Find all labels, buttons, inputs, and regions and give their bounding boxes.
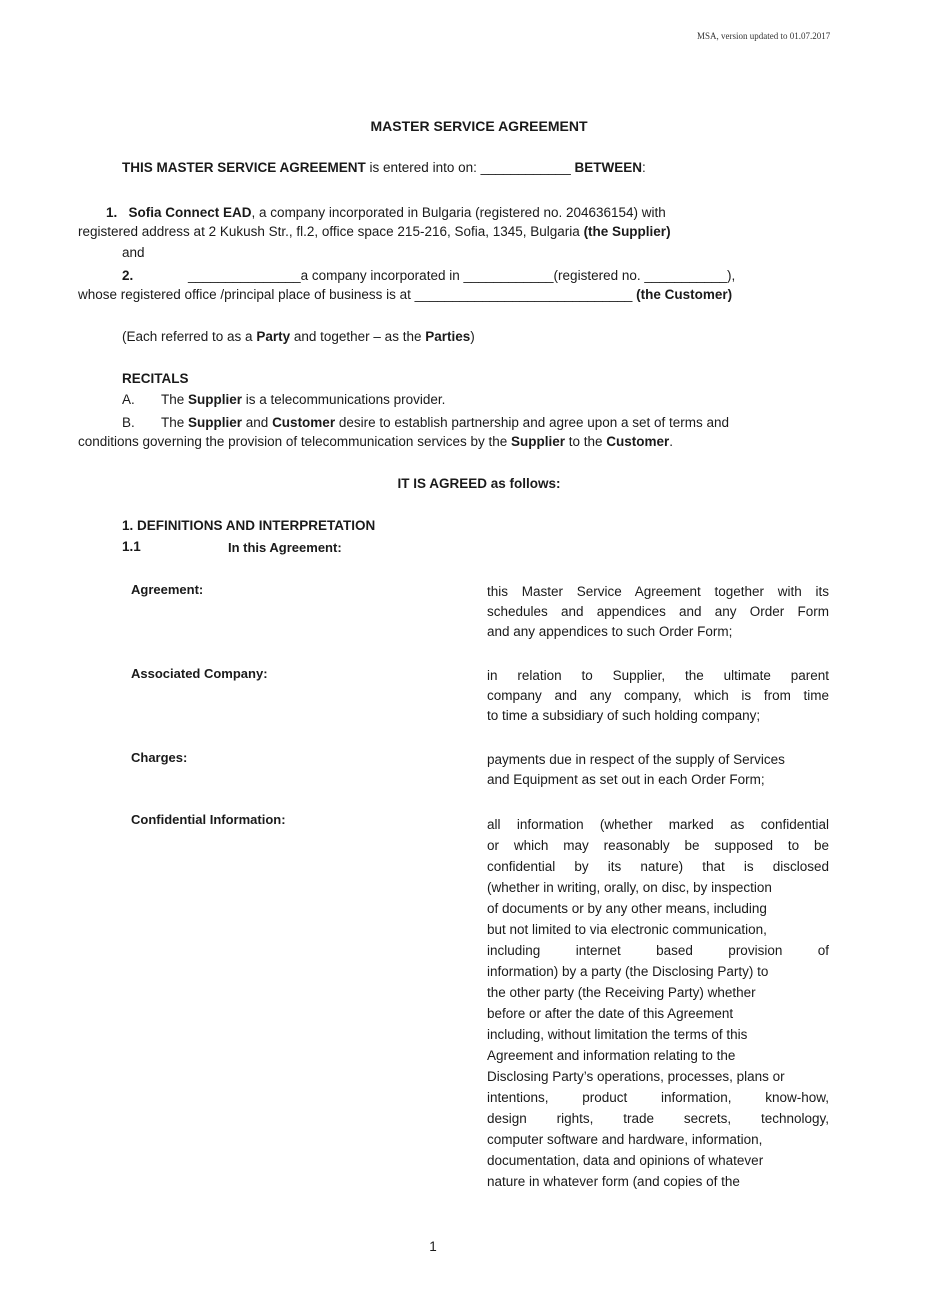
party1-line1-rest: , a company incorporated in Bulgaria (registered no. 204636154) with: [251, 205, 666, 220]
parties-note: [122, 329, 475, 344]
def-line: confidential by its nature) that is disclosed: [487, 859, 829, 874]
def-line: company and any company, which is from time: [487, 688, 829, 703]
parties-note-parties: Parties: [425, 329, 471, 344]
party1-number: 1.: [106, 205, 118, 220]
def-line: computer software and hardware, information,: [487, 1132, 763, 1147]
recital-b2-post: .: [669, 434, 674, 449]
def-line: (whether in writing, orally, on disc, by inspection: [487, 880, 772, 895]
party2-line1: _______________a company incorporated in ____________(registered no. ___________),: [188, 268, 736, 283]
recital-b2-supplier: Supplier: [510, 434, 565, 449]
def-line: Disclosing Party’s operations, processes, plans or: [487, 1069, 785, 1084]
party1-name: Sofia Connect EAD: [128, 205, 252, 220]
party1-line1: [106, 205, 666, 220]
party1-address: registered address at 2 Kukush Str., fl.2, office space 215-216, Sofia, 1345, Bulgaria: [78, 224, 584, 239]
parties-note-mid: and together – as the: [290, 329, 426, 344]
def-line: design rights, trade secrets, technology,: [487, 1111, 829, 1126]
recital-b-line2: [78, 434, 673, 449]
recital-b-pre: The: [161, 415, 189, 430]
recital-b2-mid: to the: [565, 434, 607, 449]
agreed-line: [0, 476, 930, 491]
recitals-heading: RECITALS: [122, 371, 189, 386]
def-body-confidential-information: [487, 814, 829, 1192]
def-line: including, without limitation the terms of this: [487, 1027, 748, 1042]
document-title: MASTER SERVICE AGREEMENT: [370, 118, 588, 134]
def-line: before or after the date of this Agreement: [487, 1006, 734, 1021]
recital-a-supplier: Supplier: [188, 392, 243, 407]
def-term-associated-company: Associated Company:: [131, 666, 268, 681]
party1-line2: [78, 224, 671, 239]
def-line: of documents or by any other means, including: [487, 901, 767, 916]
and-text: and: [122, 245, 145, 260]
recital-a-label: A.: [122, 392, 135, 407]
def-line: to time a subsidiary of such holding company;: [487, 708, 761, 723]
section1-sub-number: 1.1: [122, 539, 141, 554]
def-line: including internet based provision of: [487, 943, 829, 958]
recital-a-pre: The: [161, 392, 189, 407]
def-line: in relation to Supplier, the ultimate parent: [487, 668, 829, 683]
def-line: this Master Service Agreement together with its: [487, 584, 829, 599]
def-line: intentions, product information, know-how,: [487, 1090, 829, 1105]
recital-b-mid: and: [242, 415, 273, 430]
recital-b-supplier: Supplier: [188, 415, 243, 430]
party2-office: whose registered office /principal place of business is at _____________________________: [78, 287, 637, 302]
def-line: or which may reasonably be supposed to be: [487, 838, 829, 853]
intro-line: [122, 160, 646, 175]
agreed-rest: as follows:: [487, 476, 561, 491]
def-line: all information (whether marked as confidential: [487, 817, 829, 832]
version-note: MSA, version updated to 01.07.2017: [697, 31, 831, 41]
def-body-agreement: [487, 582, 829, 642]
parties-note-post: ): [470, 329, 475, 344]
party2-number: 2.: [122, 268, 134, 283]
parties-note-pre: (Each referred to as a: [122, 329, 257, 344]
def-line: nature in whatever form (and copies of the: [487, 1174, 740, 1189]
recital-b-customer: Customer: [272, 415, 336, 430]
intro-bold-lead: THIS MASTER SERVICE AGREEMENT: [122, 160, 366, 175]
party1-role: (the Supplier): [583, 224, 671, 239]
intro-text: is entered into on: ____________: [365, 160, 575, 175]
section1-heading: 1. DEFINITIONS AND INTERPRETATION: [122, 518, 376, 533]
recital-b2-customer: Customer: [606, 434, 670, 449]
def-line: payments due in respect of the supply of Services: [487, 752, 785, 767]
def-line: Agreement and information relating to the: [487, 1048, 736, 1063]
def-term-agreement: Agreement:: [131, 582, 204, 597]
party2-role: (the Customer): [636, 287, 733, 302]
agreed-bold: IT IS AGREED: [397, 476, 487, 491]
def-body-associated-company: [487, 666, 829, 726]
def-line: and any appendices to such Order Form;: [487, 624, 733, 639]
page-number: 1: [429, 1239, 437, 1254]
def-line: schedules and appendices and any Order Form: [487, 604, 829, 619]
recital-b2-pre: conditions governing the provision of telecommunication services by the: [78, 434, 511, 449]
def-term-confidential-information: Confidential Information:: [131, 812, 286, 827]
def-line: information) by a party (the Disclosing Party) to: [487, 964, 769, 979]
intro-between: BETWEEN: [574, 160, 642, 175]
def-line: the other party (the Receiving Party) whether: [487, 985, 756, 1000]
recital-a: [161, 392, 445, 407]
party2-line2: [78, 287, 732, 302]
recital-a-post: is a telecommunications provider.: [242, 392, 446, 407]
def-line: but not limited to via electronic communication,: [487, 922, 767, 937]
parties-note-party: Party: [256, 329, 291, 344]
recital-b-label: B.: [122, 415, 135, 430]
def-body-charges: [487, 750, 829, 790]
recital-b-post: desire to establish partnership and agree upon a set of terms and: [335, 415, 730, 430]
def-line: and Equipment as set out in each Order Form;: [487, 772, 765, 787]
section1-sub-text: In this Agreement:: [228, 540, 342, 555]
def-line: documentation, data and opinions of whatever: [487, 1153, 764, 1168]
def-term-charges: Charges:: [131, 750, 188, 765]
intro-tail: :: [641, 160, 646, 175]
recital-b-line1: [161, 415, 729, 430]
